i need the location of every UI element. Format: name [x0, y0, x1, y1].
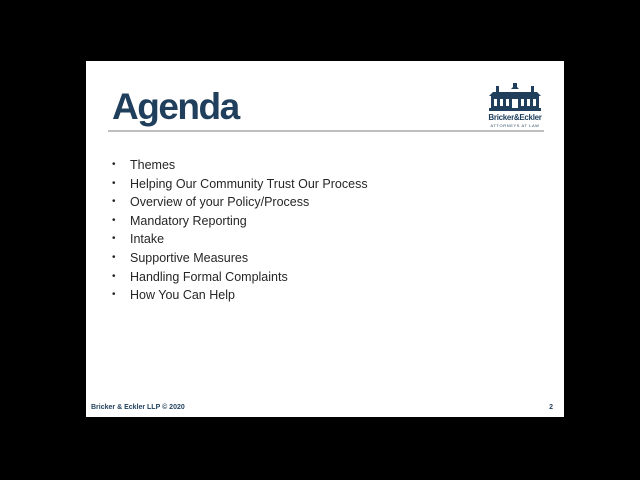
- bullet-icon: •: [112, 196, 116, 208]
- list-item: • How You Can Help: [112, 288, 235, 303]
- list-item: • Themes: [112, 158, 176, 172]
- page-number: 2: [549, 404, 553, 411]
- logo-tagline: ATTORNEYS AT LAW: [490, 123, 540, 128]
- bullet-icon: •: [112, 270, 116, 282]
- bullet-icon: •: [112, 289, 116, 301]
- footer-copyright: Bricker & Eckler LLP © 2020: [91, 404, 185, 411]
- bullet-icon: •: [112, 233, 116, 245]
- title-divider: [108, 130, 544, 132]
- list-item: • Intake: [112, 232, 165, 247]
- list-item: • Overview of your Policy/Process: [112, 195, 310, 210]
- bullet-icon: •: [112, 251, 116, 263]
- logo-name: Bricker&Eckler: [488, 113, 542, 122]
- bullet-icon: •: [112, 214, 116, 226]
- list-item: • Helping Our Community Trust Our Process: [112, 176, 368, 191]
- list-item: • Supportive Measures: [112, 250, 249, 265]
- building-icon: [487, 82, 543, 112]
- bullet-icon: •: [112, 159, 116, 170]
- list-item: • Mandatory Reporting: [112, 213, 247, 228]
- slide-title: Agenda: [112, 86, 239, 127]
- list-item: • Handling Formal Complaints: [112, 269, 288, 284]
- agenda-list: [112, 156, 368, 305]
- slide: [86, 61, 564, 417]
- firm-logo: [484, 82, 546, 130]
- bullet-icon: •: [112, 177, 116, 189]
